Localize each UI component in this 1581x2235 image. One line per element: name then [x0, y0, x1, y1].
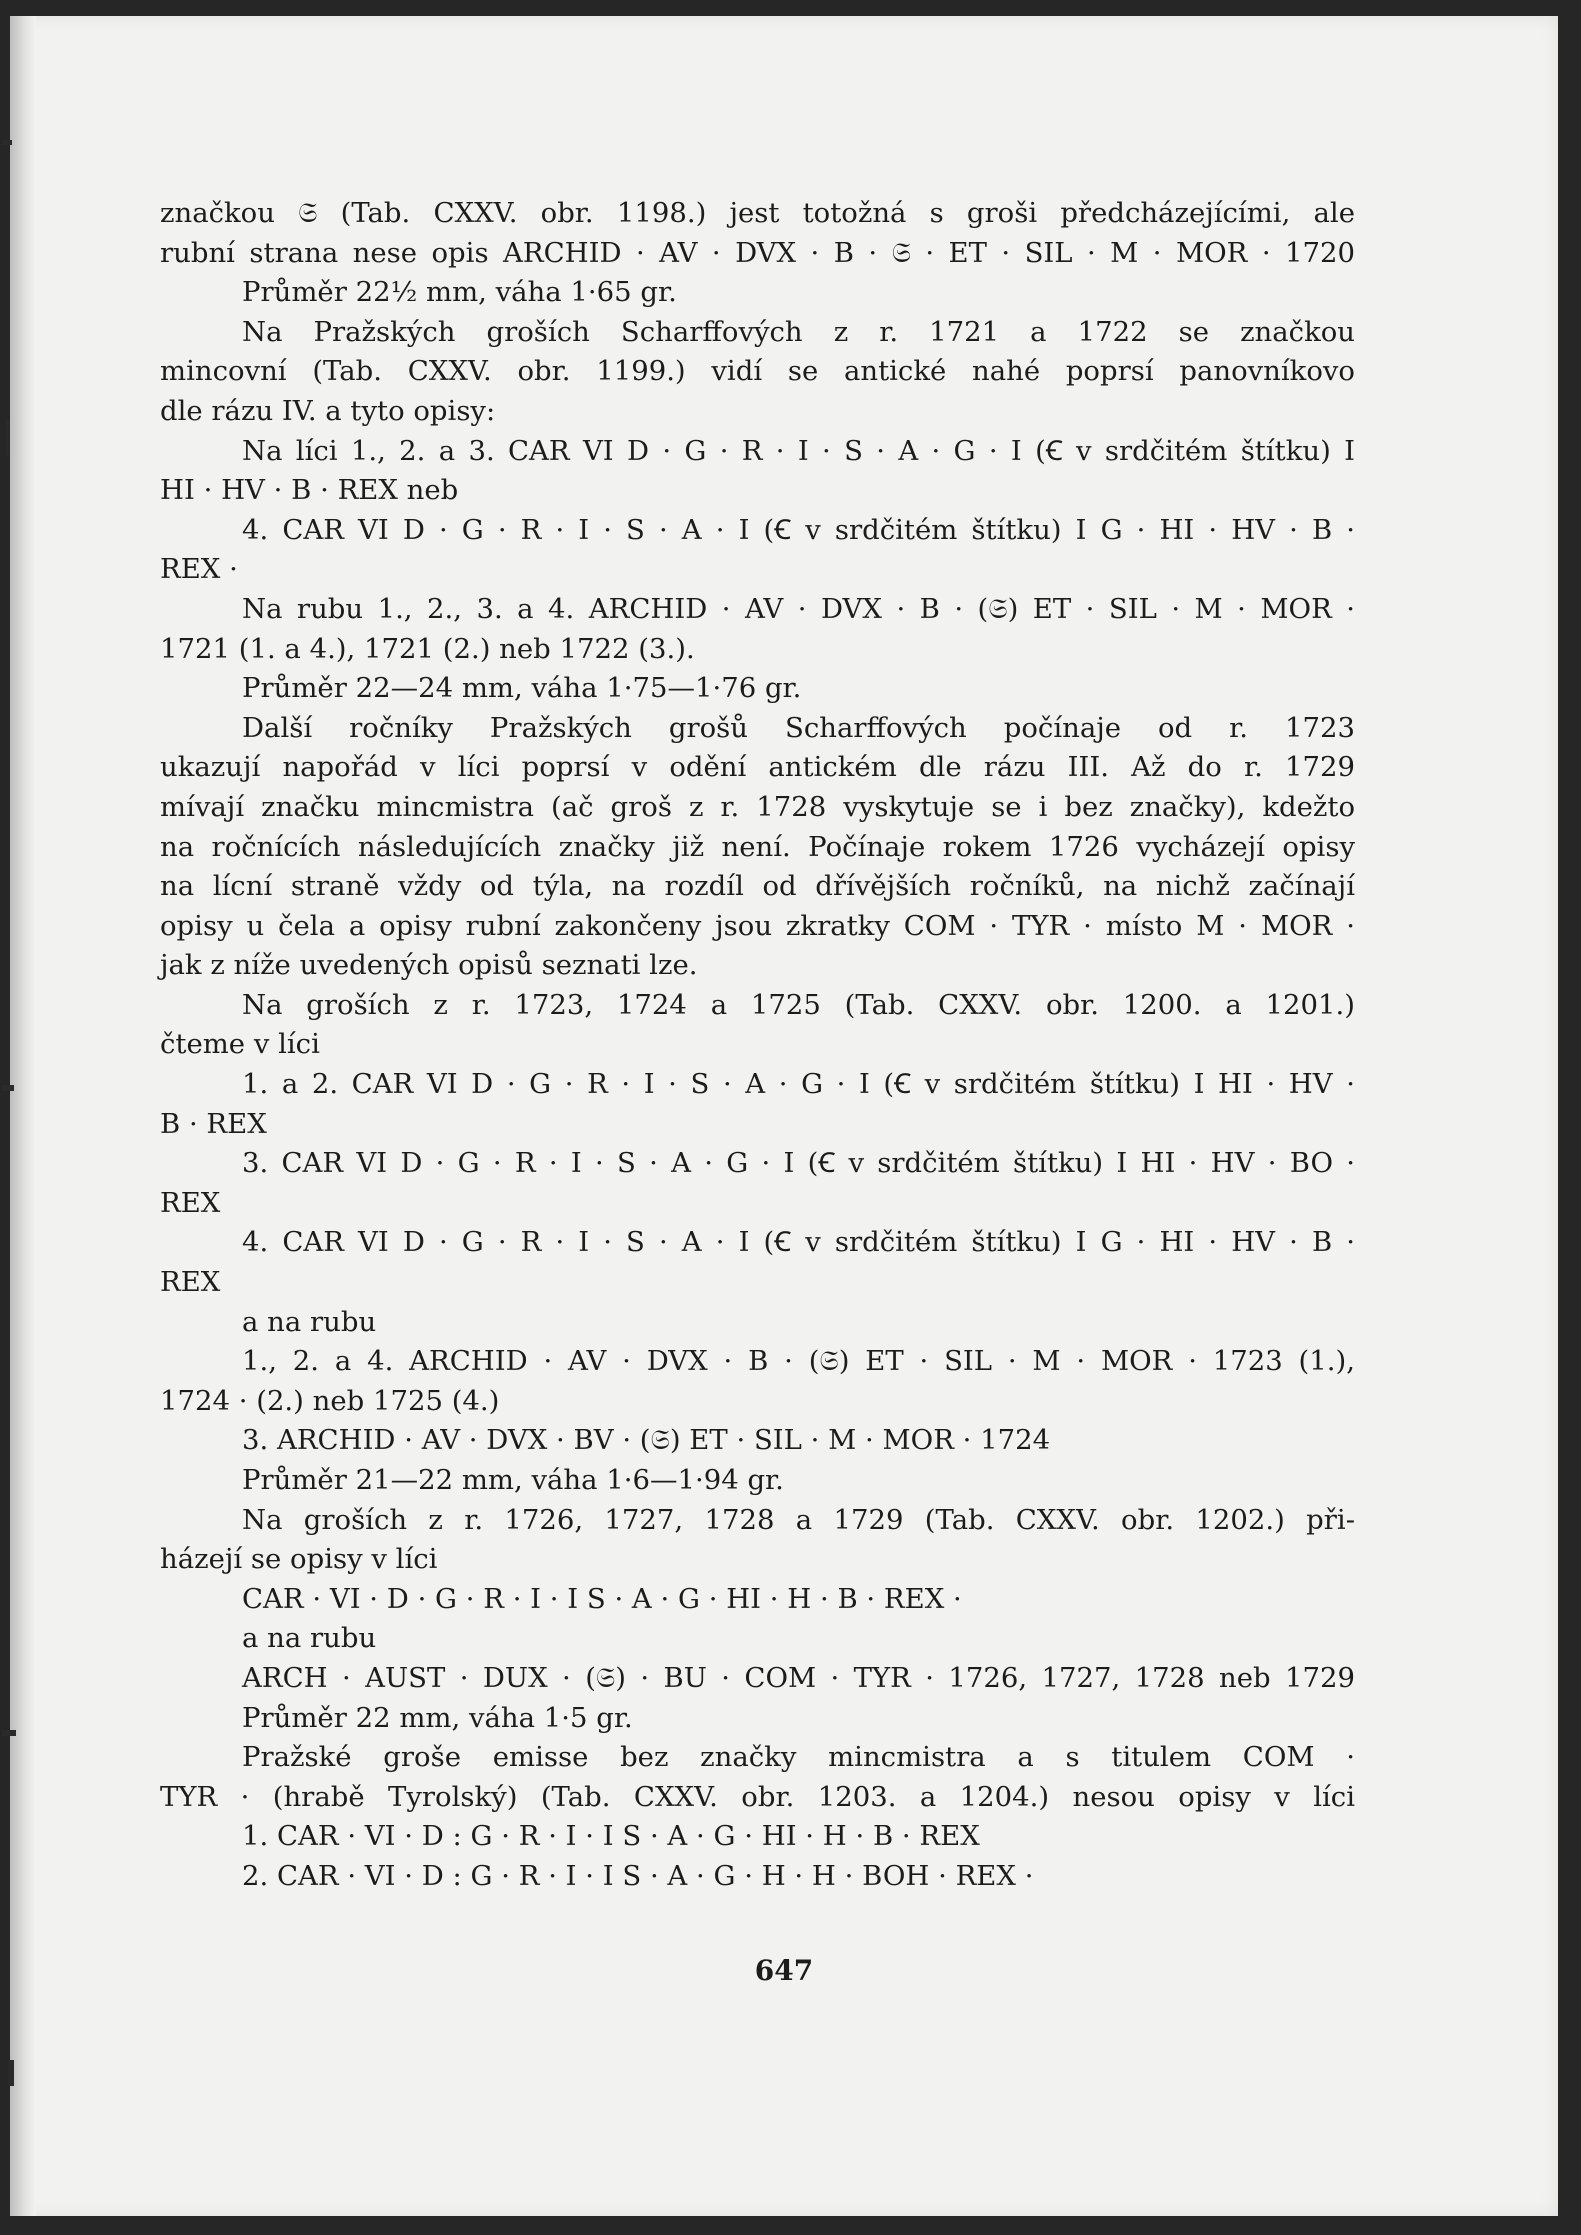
text-line: ARCH · AUST · DUX · (𝔖) · BU · COM · TYR · 1726, 1727, 1728 neb 1729: [242, 1661, 1355, 1694]
text-line: Na líci 1., 2. a 3. CAR VI D · G · R · I · S · A · G · I (Ꞓ v srdčitém štítku) I: [242, 434, 1355, 467]
text-line: REX ·: [160, 553, 238, 586]
text-line: 1721 (1. a 4.), 1721 (2.) neb 1722 (3.).: [160, 632, 695, 665]
text-line: ukazují napořád v líci poprsí v odění antickém dle rázu III. Až do r. 1729: [160, 751, 1355, 784]
text-line: a na rubu: [242, 1622, 377, 1655]
text-line: a na rubu: [242, 1305, 377, 1338]
text-line: B · REX: [160, 1107, 267, 1140]
text-line: TYR · (hrabě Tyrolský) (Tab. CXXV. obr. 1203. a 1204.) nesou opisy v líci: [160, 1780, 1355, 1813]
text-line: Další ročníky Pražských grošů Scharffových počínaje od r. 1723: [242, 711, 1355, 744]
text-line: na ročnících následujících značky již není. Počínaje rokem 1726 vycházejí opisy: [160, 830, 1355, 863]
text-line: dle rázu IV. a tyto opisy:: [160, 394, 496, 427]
scan-artifact: [2, 140, 12, 145]
text-line: HI · HV · B · REX neb: [160, 474, 459, 507]
scan-artifact: [2, 1085, 14, 1091]
text-line: Průměr 21—22 mm, váha 1·6—1·94 gr.: [242, 1464, 784, 1496]
text-line: mívají značku mincmistra (ač groš z r. 1728 vyskytuje se i bez značky), kdežto: [160, 790, 1355, 823]
text-line: 3. ARCHID · AV · DVX · BV · (𝔖) ET · SIL · M · MOR · 1724: [242, 1424, 1051, 1457]
text-line: Na groších z r. 1726, 1727, 1728 a 1729 (Tab. CXXV. obr. 1202.) při-: [242, 1503, 1355, 1536]
text-line: mincovní (Tab. CXXV. obr. 1199.) vidí se antické nahé poprsí panovníkovo: [160, 355, 1355, 388]
book-page: [10, 16, 1558, 2216]
text-line: REX: [160, 1186, 221, 1219]
text-line: 1. CAR · VI · D : G · R · I · I S · A · G · HI · H · B · REX: [242, 1820, 980, 1853]
page-gutter-shadow: [10, 16, 36, 2216]
text-line: opisy u čela a opisy rubní zakončeny jsou zkratky COM · TYR · místo M · MOR ·: [160, 909, 1355, 942]
text-line: Na rubu 1., 2., 3. a 4. ARCHID · AV · DVX · B · (𝔖) ET · SIL · M · MOR ·: [242, 592, 1355, 625]
scan-artifact: [2, 1730, 16, 1736]
text-line: Pražské groše emisse bez značky mincmistra a s titulem COM ·: [242, 1741, 1355, 1774]
text-line: 1724 · (2.) neb 1725 (4.): [160, 1384, 500, 1417]
text-line: čteme v líci: [160, 1028, 320, 1061]
text-line: Na groších z r. 1723, 1724 a 1725 (Tab. CXXV. obr. 1200. a 1201.): [242, 988, 1355, 1021]
text-line: 4. CAR VI D · G · R · I · S · A · I (Ꞓ v srdčitém štítku) I G · HI · HV · B ·: [242, 1226, 1355, 1259]
text-line: značkou 𝔖 (Tab. CXXV. obr. 1198.) jest totožná s groši předcházejícími, ale: [160, 197, 1355, 229]
text-line: Průměr 22 mm, váha 1·5 gr.: [242, 1701, 633, 1734]
text-line: házejí se opisy v líci: [160, 1543, 438, 1576]
text-line: Průměr 22½ mm, váha 1·65 gr.: [242, 276, 677, 309]
text-line: REX: [160, 1266, 221, 1299]
text-line: rubní strana nese opis ARCHID · AV · DVX · B · 𝔖 · ET · SIL · M · MOR · 1720: [160, 236, 1355, 269]
text-line: jak z níže uvedených opisů seznati lze.: [160, 949, 698, 982]
text-line: 1. a 2. CAR VI D · G · R · I · S · A · G · I (Ꞓ v srdčitém štítku) I HI · HV ·: [242, 1068, 1355, 1101]
text-line: Průměr 22—24 mm, váha 1·75—1·76 gr.: [242, 672, 802, 705]
text-line: 1., 2. a 4. ARCHID · AV · DVX · B · (𝔖) ET · SIL · M · MOR · 1723 (1.),: [242, 1345, 1355, 1378]
text-line: 4. CAR VI D · G · R · I · S · A · I (Ꞓ v srdčitém štítku) I G · HI · HV · B ·: [242, 513, 1355, 546]
text-line: na lícní straně vždy od týla, na rozdíl od dřívějších ročníků, na nichž začínají: [160, 870, 1355, 903]
text-line: 2. CAR · VI · D : G · R · I · I S · A · G · H · H · BOH · REX ·: [242, 1859, 1034, 1892]
page-number: 647: [754, 1954, 814, 1987]
text-line: 3. CAR VI D · G · R · I · S · A · G · I (Ꞓ v srdčitém štítku) I HI · HV · BO ·: [242, 1147, 1355, 1180]
text-line: Na Pražských groších Scharffových z r. 1721 a 1722 se značkou: [242, 315, 1355, 348]
body-text: [160, 194, 1355, 1897]
scan-artifact: [6, 420, 10, 456]
scan-artifact: [8, 2060, 14, 2086]
text-line: CAR · VI · D · G · R · I · I S · A · G · HI · H · B · REX ·: [242, 1582, 962, 1615]
